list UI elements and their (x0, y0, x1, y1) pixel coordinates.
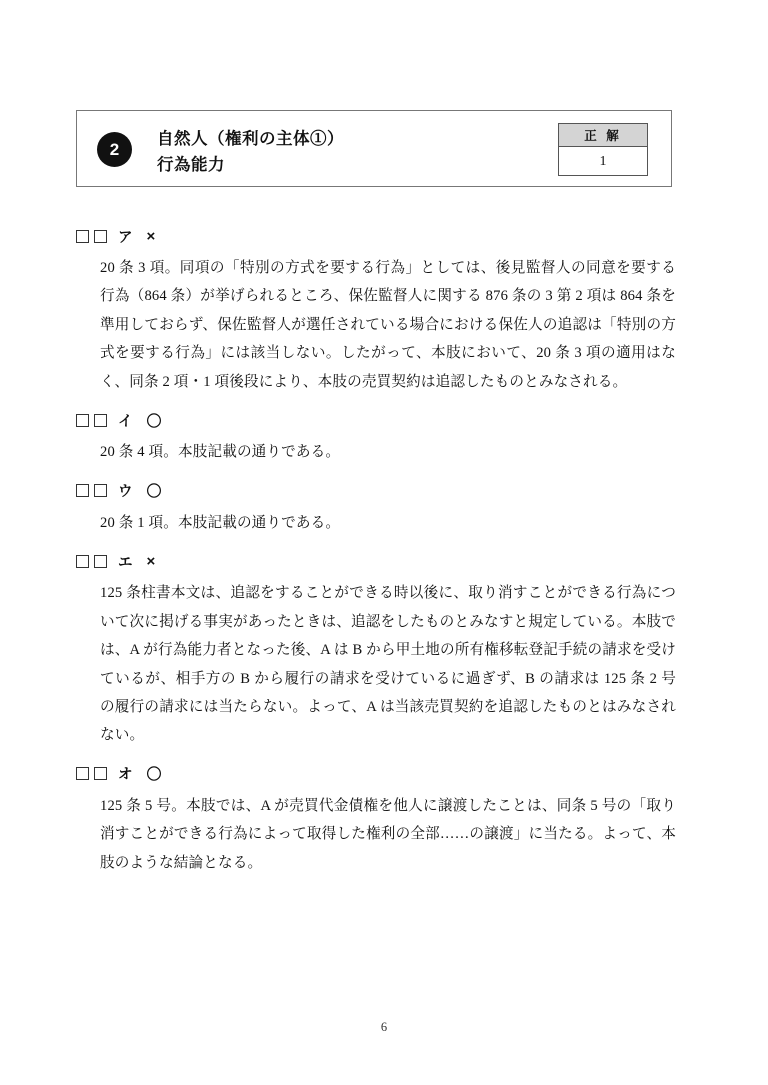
list-item (76, 480, 676, 537)
item-label: イ (118, 413, 134, 430)
item-label: エ (118, 554, 134, 571)
item-mark: × (146, 552, 156, 570)
list-item (76, 409, 676, 466)
question-title-line-2: 行為能力 (157, 155, 225, 174)
checkbox-group (76, 767, 107, 780)
checkbox-group (76, 555, 107, 568)
checkbox-second[interactable] (94, 230, 107, 243)
item-explanation-text: 125 条柱書本文は、追認をすることができる時以後に、取り消すことができる行為について次に掲げる事実があったときは、追認をしたものとみなすと規定している。本肢では、A が行為能力者となった後、A は B から甲土地の所有権移転登記手続の請求を受けているが、相手方の B から履行の請求を受けているに過ぎず、B の請求は 125 条 2 号の履行の請求には当たらない。よって、A は当該売買契約を追認したものとはみなされない。 (100, 585, 676, 744)
question-header-box (76, 110, 672, 187)
item-label: ア (118, 229, 134, 246)
item-header (76, 763, 676, 785)
item-header (76, 225, 676, 247)
item-explanation-text: 20 条 1 項。本肢記載の通りである。 (100, 514, 341, 531)
item-explanation-text: 20 条 4 項。本肢記載の通りである。 (100, 444, 341, 461)
correct-answer-label: 正 解 (559, 124, 647, 147)
item-header (76, 409, 676, 431)
question-number-badge: 2 (97, 132, 132, 167)
item-label: ウ (118, 484, 134, 501)
item-mark: × (146, 227, 156, 245)
checkbox-group (76, 484, 107, 497)
page-number: 6 (380, 1020, 388, 1034)
list-item (76, 550, 676, 750)
correct-answer-value: 1 (599, 153, 607, 169)
checkbox-group (76, 230, 107, 243)
checkbox-second[interactable] (94, 484, 107, 497)
item-explanation-text: 20 条 3 項。同項の「特別の方式を要する行為」としては、後見監督人の同意を要する行為（864 条）が挙げられるところ、保佐監督人に関する 876 条の 3 第 2 項は 864 条を準用しておらず、保佐監督人が選任されている場合における保佐人の追認は「特別の方式を要する行為」には該当しない。したがって、本肢において、20 条 3 項の適用はなく、同条 2 項・1 項後段により、本肢の売買契約は追認したものとみなされる。 (100, 260, 676, 390)
checkbox-first[interactable] (76, 230, 89, 243)
list-item (76, 225, 676, 396)
item-mark: 〇 (146, 766, 162, 784)
checkbox-first[interactable] (76, 555, 89, 568)
checkbox-first[interactable] (76, 484, 89, 497)
item-header (76, 550, 676, 572)
item-mark: 〇 (146, 483, 162, 501)
question-title (157, 127, 537, 178)
list-item (76, 763, 676, 877)
explanation-list (76, 225, 676, 890)
item-mark: 〇 (146, 412, 162, 430)
correct-answer-box (558, 123, 648, 176)
item-label: オ (118, 767, 134, 784)
checkbox-second[interactable] (94, 414, 107, 427)
checkbox-second[interactable] (94, 555, 107, 568)
checkbox-second[interactable] (94, 767, 107, 780)
item-explanation-text: 125 条 5 号。本肢では、A が売買代金債権を他人に譲渡したことは、同条 5 号の「取り消すことができる行為によって取得した権利の全部……の譲渡」に当たる。よって、本肢のような結論となる。 (100, 797, 676, 871)
question-title-line-1: 自然人（権利の主体①） (157, 130, 344, 148)
checkbox-first[interactable] (76, 414, 89, 427)
checkbox-first[interactable] (76, 767, 89, 780)
checkbox-group (76, 414, 107, 427)
item-header (76, 480, 676, 502)
